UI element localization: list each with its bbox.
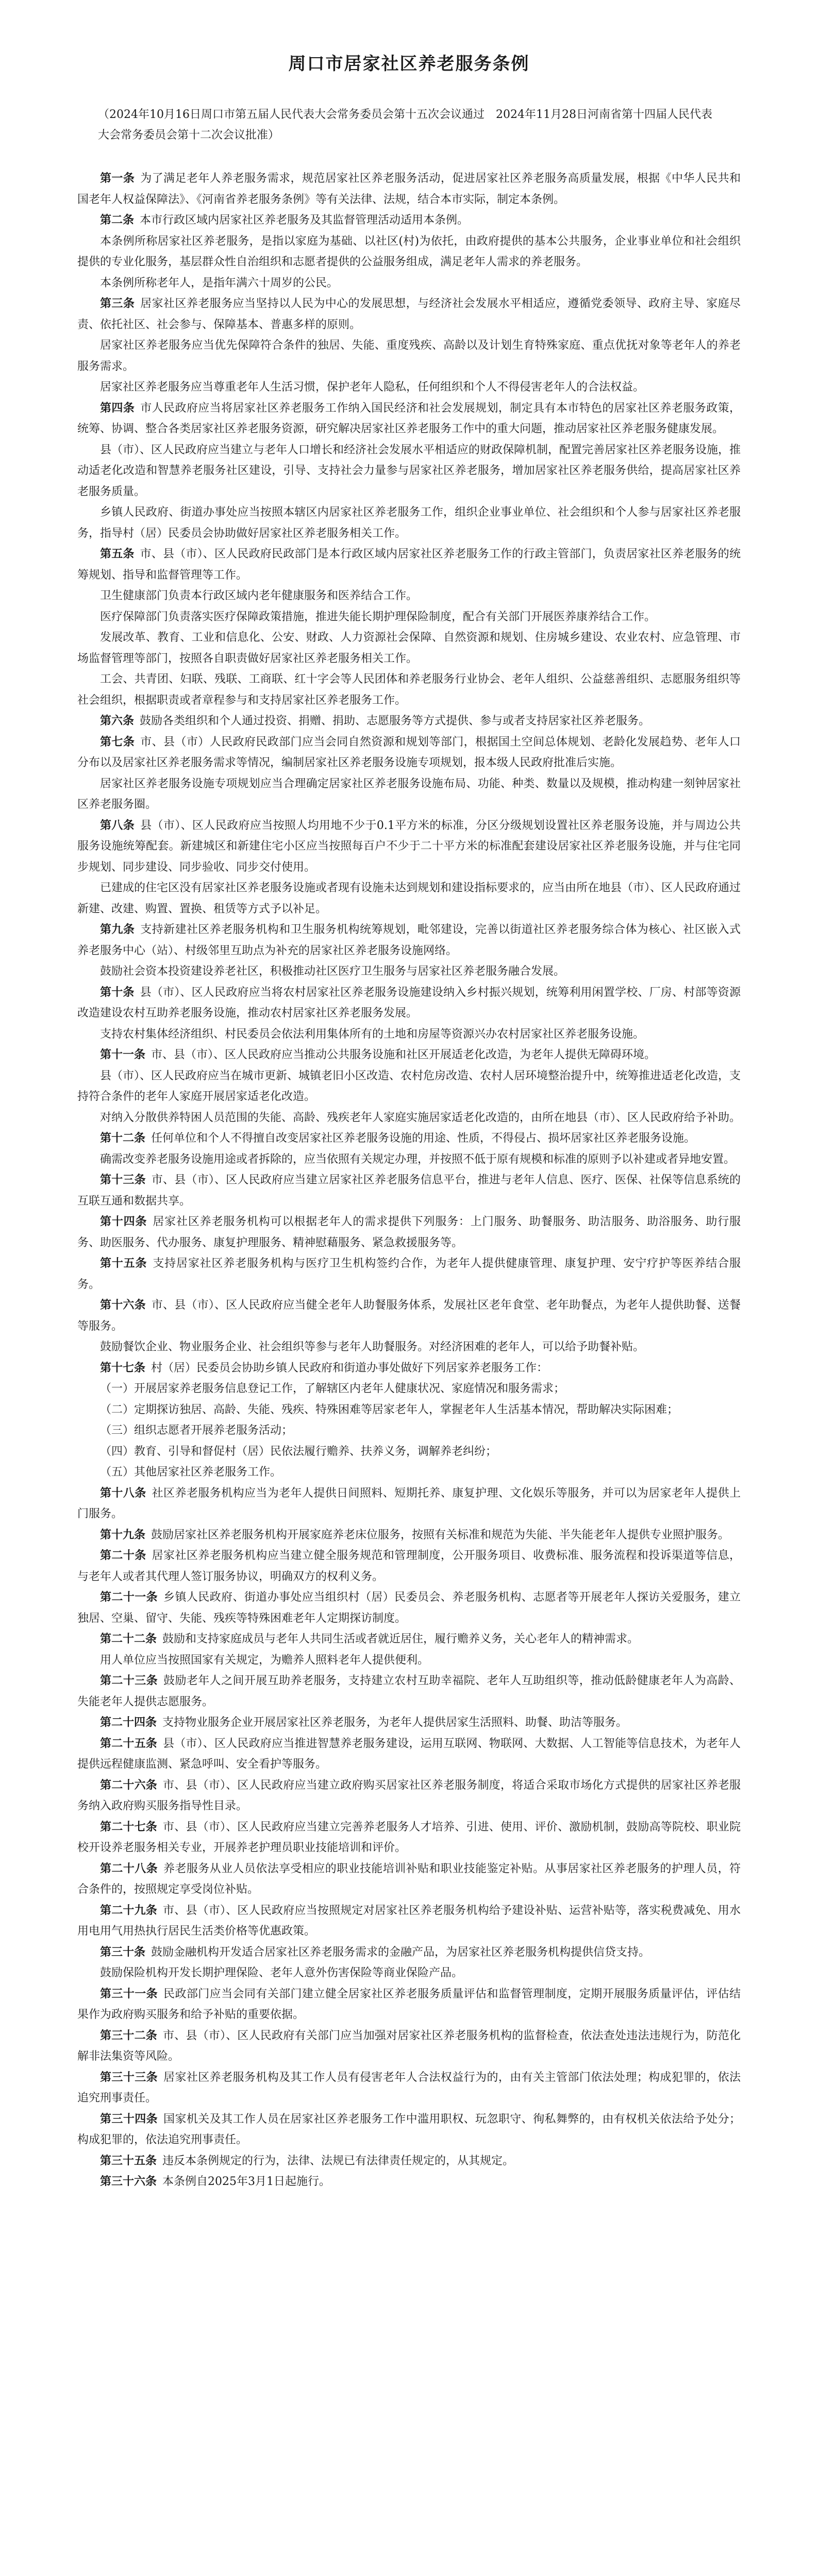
- document-subtitle: （2024年10月16日周口市第五届人民代表大会常务委员会第十五次会议通过 2024年11月28日河南省第十四届人民代表大会常务委员会第十二次会议批准）: [98, 108, 712, 142]
- paragraph-text: 民政部门应当会同有关部门建立健全居家社区养老服务质量评估和监督管理制度，定期开展服务质量评估，评估结果作为政府购买服务和给予补贴的重要依据。: [77, 1987, 741, 2021]
- paragraph-text: 本市行政区域内居家社区养老服务及其监督管理活动适用本条例。: [140, 214, 469, 227]
- article-paragraph: [77, 816, 741, 878]
- paragraph-text: 市、县（市）、区人民政府应当建立完善养老服务人才培养、引进、使用、评价、激励机制，鼓励高等院校、职业院校开设养老服务相关专业，开展养老护理员职业技能培训和评价。: [77, 1820, 741, 1854]
- paragraph-text: 对纳入分散供养特困人员范围的失能、高龄、残疾老年人家庭实施居家适老化改造的，由所在地县（市）、区人民政府给予补助。: [100, 1111, 741, 1124]
- article-number: 第十二条: [100, 1132, 146, 1145]
- paragraph: [77, 1066, 741, 1108]
- article-number: 第二十五条: [100, 1737, 157, 1750]
- paragraph-text: 支持农村集体经济组织、村民委员会依法利用集体所有的土地和房屋等资源兴办农村居家社区养老服务设施。: [100, 1027, 645, 1041]
- paragraph-text: 鼓励老年人之间开展互助养老服务，支持建立农村互助幸福院、老年人互助组织等，推动低龄健康老年人为高龄、失能老年人提供志愿服务。: [77, 1674, 741, 1708]
- paragraph: [77, 231, 741, 273]
- article-number: 第二十七条: [100, 1820, 157, 1834]
- article-number: 第二十条: [100, 1549, 146, 1562]
- article-number: 第二条: [100, 214, 135, 227]
- paragraph-text: 居家社区养老服务机构应当建立健全服务规范和管理制度，公开服务项目、收费标准、服务流程和投诉渠道等信息，与老年人或者其代理人签订服务协议，明确双方的权利义务。: [77, 1549, 741, 1583]
- article-number: 第十条: [100, 986, 135, 999]
- article-paragraph: [77, 1253, 741, 1295]
- paragraph-text: 工会、共青团、妇联、残联、工商联、红十字会等人民团体和养老服务行业协会、老年人组织、公益慈善组织、志愿服务组织等社会组织，根据职责或者章程参与和支持居家社区养老服务工作。: [77, 673, 741, 707]
- paragraph-text: 县（市）、区人民政府应当建立与老年人口增长和经济社会发展水平相适应的财政保障机制，配置完善居家社区养老服务设施，推动适老化改造和智慧养老服务社区建设，引导、支持社会力量参与居家社区养老服务，增加居家社区养老服务供给，提高居家社区养老服务质量。: [77, 443, 741, 498]
- paragraph-text: 鼓励餐饮企业、物业服务企业、社会组织等参与老年人助餐服务。对经济困难的老年人，可以给予助餐补贴。: [100, 1341, 645, 1353]
- article-paragraph: [77, 2026, 741, 2067]
- article-number: 第三十二条: [100, 2029, 157, 2042]
- article-paragraph: [77, 1546, 741, 1587]
- paragraph-text: 居家社区养老服务机构及其工作人员有侵害老年人合法权益行为的，由有关主管部门依法处理；构成犯罪的，依法追究刑事责任。: [77, 2071, 741, 2105]
- article-number: 第二十二条: [100, 1633, 157, 1646]
- paragraph-text: 任何单位和个人不得擅自改变居家社区养老服务设施的用途、性质，不得侵占、损坏居家社区养老服务设施。: [151, 1132, 696, 1145]
- article-number: 第三十五条: [100, 2154, 157, 2167]
- paragraph-text: 县（市）、区人民政府应当推进智慧养老服务建设，运用互联网、物联网、大数据、人工智能等信息技术，为老年人提供远程健康监测、紧急呼叫、安全看护等服务。: [77, 1737, 741, 1771]
- list-item: [77, 1420, 741, 1442]
- paragraph-text: （五）其他居家社区养老服务工作。: [100, 1466, 282, 1479]
- article-paragraph: [77, 294, 741, 335]
- article-paragraph: [77, 1984, 741, 2026]
- article-number: 第十四条: [100, 1215, 147, 1228]
- paragraph-text: 市、县（市）、区人民政府有关部门应当加强对居家社区养老服务机构的监督检查，依法查处违法违规行为，防范化解非法集资等风险。: [77, 2029, 741, 2063]
- article-paragraph: [77, 2172, 741, 2193]
- paragraph-text: 鼓励金融机构开发适合居家社区养老服务需求的金融产品，为居家社区养老服务机构提供信贷支持。: [151, 1945, 650, 1959]
- article-number: 第二十三条: [100, 1674, 158, 1687]
- paragraph-text: 本条例所称老年人，是指年满六十周岁的公民。: [100, 276, 339, 290]
- article-number: 第二十六条: [100, 1778, 157, 1792]
- paragraph-text: 县（市）、区人民政府应当在城市更新、城镇老旧小区改造、农村危房改造、农村人居环境整治提升中，统筹推进适老化改造，支持符合条件的老年人家庭开展居家适老化改造。: [77, 1069, 741, 1103]
- paragraph: [77, 1024, 741, 1045]
- article-paragraph: [77, 1170, 741, 1212]
- article-paragraph: [77, 732, 741, 774]
- list-item: [77, 1462, 741, 1483]
- article-number: 第五条: [100, 548, 135, 561]
- paragraph: [77, 878, 741, 920]
- article-paragraph: [77, 2109, 741, 2151]
- paragraph: [77, 1650, 741, 1671]
- paragraph: [77, 502, 741, 544]
- article-paragraph: [77, 210, 741, 231]
- article-number: 第九条: [100, 923, 135, 936]
- paragraph: [77, 1963, 741, 1984]
- paragraph-text: 为了满足老年人养老服务需求，规范居家社区养老服务活动，促进居家社区养老服务高质量发展，根据《中华人民共和国老年人权益保障法》、《河南省养老服务条例》等有关法律、法规，结合本市实际，制定本条例。: [77, 172, 741, 206]
- article-number: 第十五条: [100, 1257, 147, 1270]
- paragraph-text: 支持居家社区养老服务机构与医疗卫生机构签约合作，为老年人提供健康管理、康复护理、安宁疗护等医养结合服务。: [77, 1257, 741, 1291]
- paragraph-text: （一）开展居家养老服务信息登记工作，了解辖区内老年人健康状况、家庭情况和服务需求；: [100, 1382, 565, 1395]
- document-title: 周口市居家社区养老服务条例: [288, 54, 530, 74]
- article-paragraph: [77, 1734, 741, 1775]
- article-paragraph: [77, 1629, 741, 1650]
- paragraph: [77, 440, 741, 503]
- paragraph: [77, 377, 741, 398]
- paragraph-text: 国家机关及其工作人员在居家社区养老服务工作中滥用职权、玩忽职守、徇私舞弊的，由有权机关依法给予处分；构成犯罪的，依法追究刑事责任。: [77, 2112, 741, 2146]
- paragraph-text: 居家社区养老服务机构可以根据老年人的需求提供下列服务：上门服务、助餐服务、助洁服务、助浴服务、助行服务、助医服务、代办服务、康复护理服务、精神慰藉服务、紧急救援服务等。: [77, 1215, 741, 1249]
- paragraph-text: 支持物业服务企业开展居家社区养老服务，为老年人提供居家生活照料、助餐、助洁等服务。: [162, 1716, 628, 1729]
- paragraph-text: 居家社区养老服务设施专项规划应当合理确定居家社区养老服务设施布局、功能、种类、数量以及规模，推动构建一刻钟居家社区养老服务圈。: [77, 777, 741, 811]
- article-number: 第三十条: [100, 1945, 146, 1959]
- article-paragraph: [77, 398, 741, 440]
- article-number: 第三十四条: [100, 2112, 158, 2126]
- article-number: 第二十一条: [100, 1591, 158, 1604]
- paragraph-text: 卫生健康部门负责本行政区域内老年健康服务和医养结合工作。: [100, 589, 418, 602]
- article-paragraph: [77, 920, 741, 961]
- paragraph-text: 鼓励和支持家庭成员与老年人共同生活或者就近居住，履行赡养义务，关心老年人的精神需求。: [162, 1633, 639, 1646]
- article-number: 第四条: [100, 401, 135, 415]
- paragraph-text: 市人民政府应当将居家社区养老服务工作纳入国民经济和社会发展规划，制定具有本市特色的居家社区养老服务政策，统筹、协调、整合各类居家社区养老服务资源，研究解决居家社区养老服务工作中的重大问题，推动居家社区养老服务健康发展。: [77, 401, 741, 435]
- paragraph-text: （四）教育、引导和督促村（居）民依法履行赡养、扶养义务，调解养老纠纷；: [100, 1445, 497, 1458]
- paragraph-text: 居家社区养老服务应当坚持以人民为中心的发展思想，与经济社会发展水平相适应，遵循党委领导、政府主导、家庭尽责、依托社区、社会参与、保障基本、普惠多样的原则。: [77, 297, 741, 331]
- article-paragraph: [77, 1128, 741, 1149]
- article-paragraph: [77, 1045, 741, 1066]
- paragraph: [77, 1337, 741, 1358]
- paragraph-text: 养老服务从业人员依法享受相应的职业技能培训补贴和职业技能鉴定补贴。从事居家社区养老服务的护理人员，符合条件的，按照规定享受岗位补贴。: [77, 1862, 741, 1896]
- article-paragraph: [77, 1859, 741, 1901]
- paragraph-text: 用人单位应当按照国家有关规定，为赡养人照料老年人提供便利。: [100, 1653, 429, 1667]
- paragraph-text: 市、县（市）、区人民政府应当推动公共服务设施和社区开展适老化改造，为老年人提供无障碍环境。: [151, 1048, 656, 1061]
- article-number: 第十九条: [100, 1528, 146, 1541]
- article-number: 第十六条: [100, 1299, 146, 1312]
- article-number: 第一条: [100, 172, 135, 185]
- paragraph-text: 支持新建社区养老服务机构和卫生服务机构统筹规划，毗邻建设，完善以街道社区养老服务综合体为核心、社区嵌入式养老服务中心（站）、村级邻里互助点为补充的居家社区养老服务设施网络。: [77, 923, 741, 957]
- list-item: [77, 1400, 741, 1421]
- article-number: 第七条: [100, 735, 135, 749]
- article-number: 第三十一条: [100, 1987, 158, 2001]
- paragraph-text: 发展改革、教育、工业和信息化、公安、财政、人力资源社会保障、自然资源和规划、住房城乡建设、农业农村、应急管理、市场监督管理等部门，按照各自职责做好居家社区养老服务相关工作。: [77, 631, 741, 665]
- article-number: 第二十八条: [100, 1862, 158, 1875]
- article-number: 第三条: [100, 297, 135, 310]
- article-paragraph: [77, 544, 741, 586]
- paragraph: [77, 335, 741, 377]
- article-paragraph: [77, 1295, 741, 1337]
- paragraph-text: 本条例所称居家社区养老服务，是指以家庭为基础、以社区(村)为依托，由政府提供的基本公共服务，企业事业单位和社会组织提供的专业化服务，基层群众性自治组织和志愿者提供的公益服务组成，满足老年人需求的养老服务。: [77, 234, 741, 268]
- article-number: 第十三条: [100, 1174, 146, 1187]
- article-number: 第十七条: [100, 1361, 146, 1375]
- paragraph-text: 鼓励居家社区养老服务机构开展家庭养老床位服务，按照有关标准和规范为失能、半失能老年人提供专业照护服务。: [151, 1528, 730, 1541]
- paragraph-text: 居家社区养老服务应当尊重老年人生活习惯，保护老年人隐私，任何组织和个人不得侵害老年人的合法权益。: [100, 381, 645, 394]
- paragraph-text: （三）组织志愿者开展养老服务活动；: [100, 1424, 293, 1437]
- paragraph-text: （二）定期探访独居、高龄、失能、残疾、特殊困难等居家老年人，掌握老年人生活基本情况，帮助解决实际困难；: [100, 1403, 679, 1416]
- article-number: 第二十九条: [100, 1904, 157, 1917]
- article-number: 第三十六条: [100, 2175, 157, 2188]
- paragraph-text: 医疗保障部门负责落实医疗保障政策措施，推进失能长期护理保险制度，配合有关部门开展医养康养结合工作。: [100, 610, 656, 623]
- paragraph-text: 市、县（市）、区人民政府应当建立居家社区养老服务信息平台，推进与老年人信息、医疗、医保、社保等信息系统的互联互通和数据共享。: [77, 1174, 741, 1208]
- article-paragraph: [77, 1713, 741, 1734]
- article-paragraph: [77, 1587, 741, 1629]
- paragraph-text: 已建成的住宅区没有居家社区养老服务设施或者现有设施未达到规划和建设指标要求的，应当由所在地县（市）、区人民政府通过新建、改建、购置、置换、租赁等方式予以补足。: [77, 882, 741, 916]
- paragraph-text: 乡镇人民政府、街道办事处应当组织村（居）民委员会、养老服务机构、志愿者等开展老年人探访关爱服务，建立独居、空巢、留守、失能、残疾等特殊困难老年人定期探访制度。: [77, 1591, 741, 1625]
- paragraph-text: 鼓励社会资本投资建设养老社区，积极推动社区医疗卫生服务与居家社区养老服务融合发展。: [100, 965, 565, 978]
- paragraph-text: 市、县（市）、区人民政府民政部门是本行政区域内居家社区养老服务工作的行政主管部门，负责居家社区养老服务的统筹规划、指导和监督管理等工作。: [77, 548, 741, 582]
- paragraph: [77, 1149, 741, 1171]
- article-number: 第二十四条: [100, 1716, 157, 1729]
- paragraph: [77, 1108, 741, 1129]
- article-paragraph: [77, 2067, 741, 2109]
- article-number: 第三十三条: [100, 2071, 158, 2084]
- paragraph-text: 市、县（市）、区人民政府应当建立政府购买居家社区养老服务制度，将适合采取市场化方式提供的居家社区养老服务纳入政府购买服务指导性目录。: [77, 1778, 741, 1812]
- article-paragraph: [77, 1775, 741, 1817]
- paragraph-text: 市、县（市）人民政府民政部门应当会同自然资源和规划等部门，根据国土空间总体规划、老龄化发展趋势、老年人口分布以及居家社区养老服务需求等情况，编制居家社区养老服务设施专项规划，报本级人民政府批准后实施。: [77, 735, 741, 769]
- article-paragraph: [77, 711, 741, 732]
- paragraph: [77, 607, 741, 628]
- article-number: 第十八条: [100, 1486, 146, 1500]
- article-paragraph: [77, 1483, 741, 1525]
- article-number: 第八条: [100, 819, 135, 832]
- article-paragraph: [77, 1671, 741, 1713]
- paragraph-text: 本条例自2025年3月1日起施行。: [162, 2175, 330, 2188]
- paragraph: [77, 628, 741, 669]
- paragraph-text: 乡镇人民政府、街道办事处应当按照本辖区内居家社区养老服务工作，组织企业事业单位、社会组织和个人参与居家社区养老服务，指导村（居）民委员会协助做好居家社区养老服务相关工作。: [77, 506, 741, 540]
- article-number: 第十一条: [100, 1048, 146, 1061]
- paragraph-text: 市、县（市）、区人民政府应当按照规定对居家社区养老服务机构给予建设补贴、运营补贴等，落实税费减免、用水用电用气用热执行居民生活类价格等优惠政策。: [77, 1904, 741, 1938]
- article-number: 第六条: [100, 715, 135, 727]
- article-paragraph: [77, 1901, 741, 1942]
- paragraph-text: 居家社区养老服务应当优先保障符合条件的独居、失能、重度残疾、高龄以及计划生育特殊家庭、重点优抚对象等老年人的养老服务需求。: [77, 339, 741, 373]
- list-item: [77, 1442, 741, 1463]
- paragraph: [77, 961, 741, 982]
- paragraph-text: 鼓励各类组织和个人通过投资、捐赠、捐助、志愿服务等方式提供、参与或者支持居家社区养老服务。: [140, 715, 650, 727]
- paragraph-text: 市、县（市）、区人民政府应当健全老年人助餐服务体系，发展社区老年食堂、老年助餐点，为老年人提供助餐、送餐等服务。: [77, 1299, 741, 1333]
- article-paragraph: [77, 1358, 741, 1379]
- paragraph-text: 县（市）、区人民政府应当按照人均用地不少于0.1平方米的标准，分区分级规划设置社区养老服务设施，并与周边公共服务设施统筹配套。新建城区和新建住宅小区应当按照每百户不少于二十平方米的标准配套建设居家社区养老服务设施，并与住宅同步规划、同步建设、同步验收、同步交付使用。: [77, 819, 741, 874]
- paragraph: [77, 774, 741, 816]
- article-paragraph: [77, 2151, 741, 2172]
- paragraph-text: 村（居）民委员会协助乡镇人民政府和街道办事处做好下列居家养老服务工作：: [151, 1361, 548, 1375]
- article-paragraph: [77, 982, 741, 1024]
- article-paragraph: [77, 1942, 741, 1963]
- article-paragraph: [77, 1525, 741, 1546]
- document-body: [77, 168, 741, 2193]
- paragraph: [77, 586, 741, 607]
- paragraph-text: 县（市）、区人民政府应当将农村居家社区养老服务设施建设纳入乡村振兴规划，统筹利用闲置学校、厂房、村部等资源改造建设农村互助养老服务设施，推动农村居家社区养老服务发展。: [77, 986, 741, 1020]
- paragraph: [77, 669, 741, 711]
- article-paragraph: [77, 1212, 741, 1253]
- paragraph: [77, 273, 741, 294]
- paragraph-text: 鼓励保险机构开发长期护理保险、老年人意外伤害保险等商业保险产品。: [100, 1967, 463, 1979]
- paragraph-text: 确需改变养老服务设施用途或者拆除的，应当依照有关规定办理，并按照不低于原有规模和标准的原则予以补建或者异地安置。: [100, 1153, 736, 1166]
- article-paragraph: [77, 1817, 741, 1859]
- list-item: [77, 1379, 741, 1400]
- paragraph-text: 社区养老服务机构应当为老年人提供日间照料、短期托养、康复护理、文化娱乐等服务，并可以为居家老年人提供上门服务。: [77, 1486, 741, 1520]
- paragraph-text: 违反本条例规定的行为，法律、法规已有法律责任规定的，从其规定。: [162, 2154, 514, 2167]
- article-paragraph: [77, 168, 741, 210]
